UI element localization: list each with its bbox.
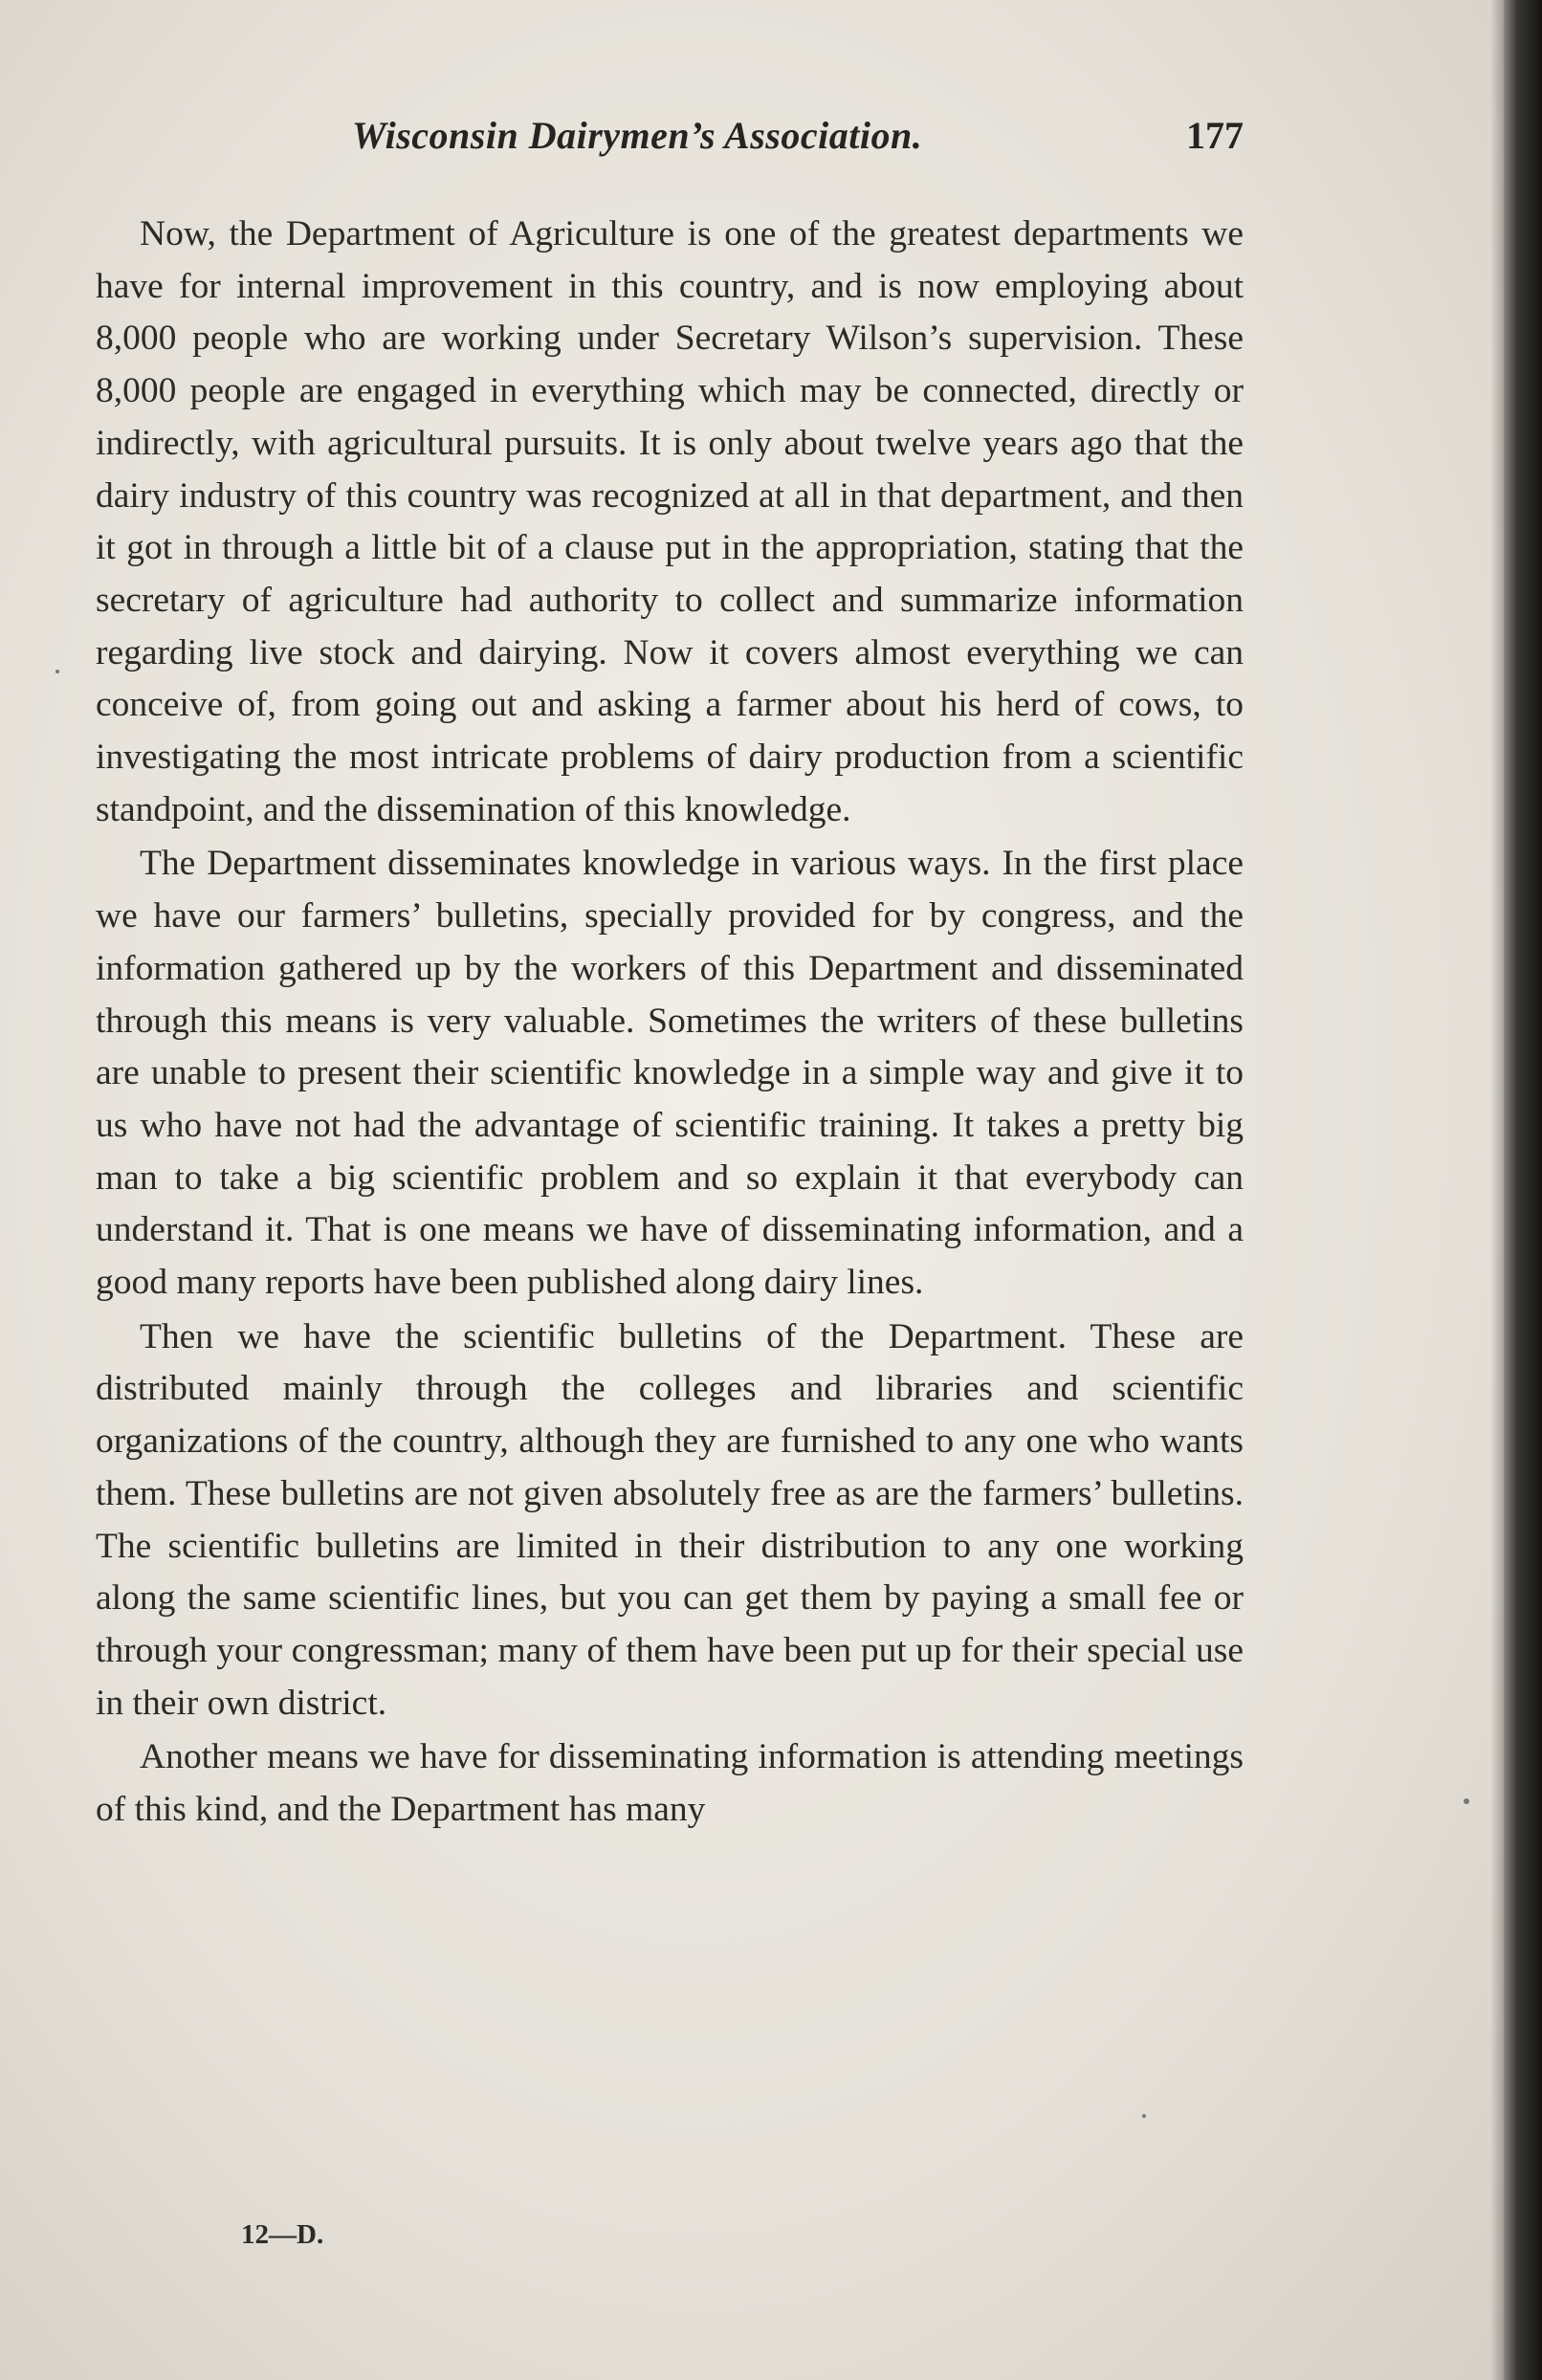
body-text [96,209,1244,1839]
page-gutter-shadow [1490,0,1504,2380]
paragraph: The Department disseminates knowledge in various ways. In the first place we have our farmers’ bulletins, specially provided for by congress, and the information gathered up by the workers of this Department and disseminated through this means is very valuable. Sometimes the writers of these bulletins are unable to present their scientific knowledge in a simple way and give it to us who have not had the advantage of scientific training. It takes a pretty big man to take a big scientific problem and so explain it that everybody can understand it. That is one means we have of disseminating information, and a good many reports have been published along dairy lines. [96,844,1244,1303]
paragraph: Now, the Department of Agriculture is one of the greatest departments we have for internal improvement in this country, and is now employing about 8,000 people who are working under Secretary Wilson’s supervision. These 8,000 people are engaged in everything which may be connected, directly or indirectly, with agricultural pursuits. It is only about twelve years ago that the dairy industry of this country was recognized at all in that department, and then it got in through a little bit of a clause put in the appropriation, stating that the secretary of agriculture had authority to collect and summarize information regarding live stock and dairying. Now it covers almost everything we can conceive of, from going out and asking a farmer about his herd of cows, to investigating the most intricate problems of dairy production from a scientific standpoint, and the dissemination of this knowledge. [96,214,1244,829]
signature-mark: 12—D. [241,2219,324,2250]
running-head [96,113,1244,180]
paper-speck [1142,2114,1146,2118]
running-title: Wisconsin Dairymen’s Association. [352,114,923,157]
paragraph: Another means we have for disseminating information is attending meetings of this kind, and the Department has many [96,1737,1244,1830]
paper-speck [55,670,59,673]
paper-speck [1464,1798,1469,1804]
page-number: 177 [1186,114,1244,157]
paragraph: Then we have the scientific bulletins of the Department. These are distributed mainly through the colleges and libraries and scientific organizations of the country, although they are furnished to any one who wants them. These bulletins are not given absolutely free as are the farmers’ bulletins. The scientific bulletins are limited in their distribution to any one working along the same scientific lines, but you can get them by paying a small fee or through your congressman; many of them have been put up for their special use in their own district. [96,1316,1244,1723]
book-spine [1504,0,1542,2380]
